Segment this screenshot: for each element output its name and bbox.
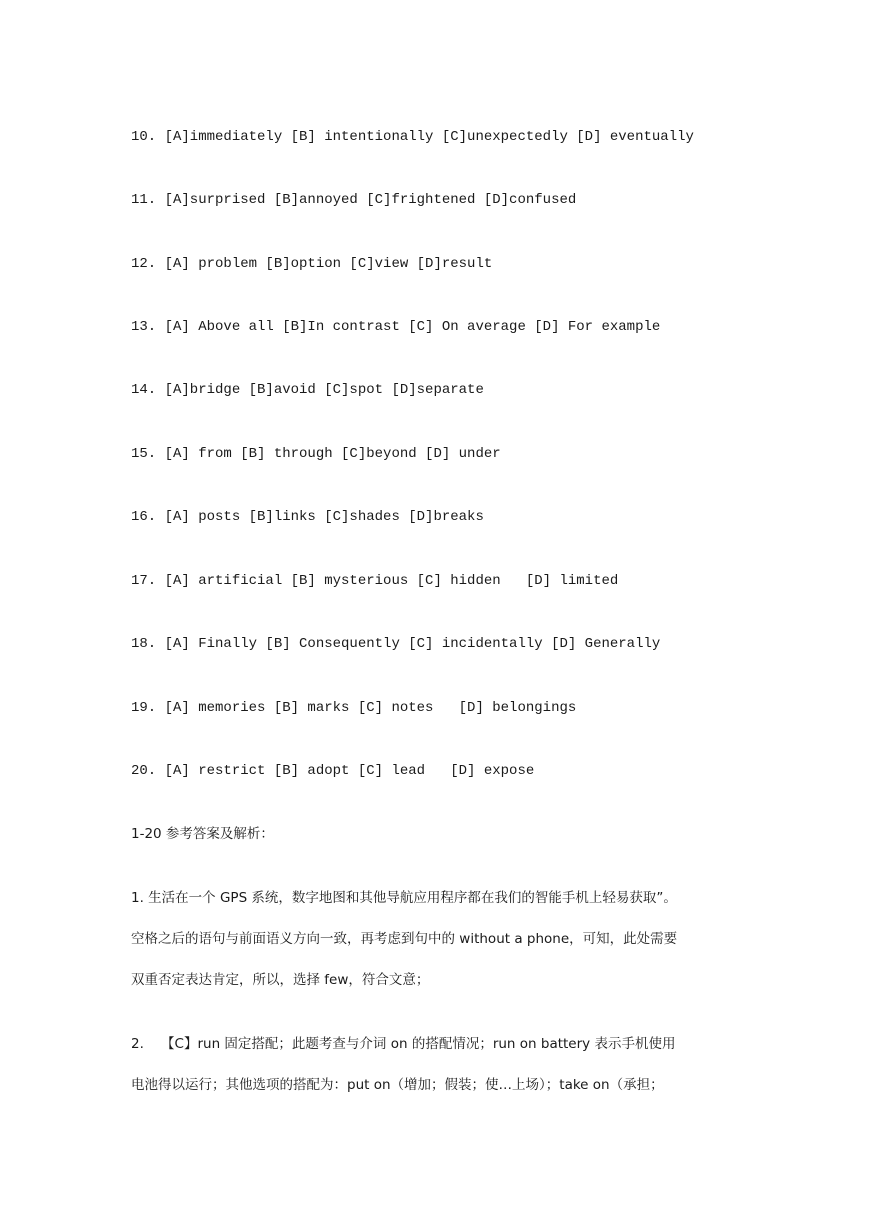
question-13: 13. [A] Above all [B]In contrast [C] On average [D] For example (131, 319, 661, 335)
question-15: 15. [A] from [B] through [C]beyond [D] under (131, 446, 501, 462)
question-18: 18. [A] Finally [B] Consequently [C] incidentally [D] Generally (131, 636, 661, 652)
question-16: 16. [A] posts [B]links [C]shades [D]breaks (131, 509, 484, 525)
question-20: 20. [A] restrict [B] adopt [C] lead [D] expose (131, 763, 535, 779)
explanation-1-line-3: 双重否定表达肯定，所以，选择 few，符合文意； (131, 972, 430, 988)
explanation-1-line-1: 1. 生活在一个 GPS 系统，数字地图和其他导航应用程序都在我们的智能手机上轻易获取”。 (131, 890, 677, 906)
explanation-2-line-2: 电池得以运行；其他选项的搭配为：put on（增加；假装；使…上场）；take on（承担； (131, 1077, 664, 1093)
question-12: 12. [A] problem [B]option [C]view [D]result (131, 256, 493, 272)
explanation-2-line-1: 2. 【C】run 固定搭配；此题考查与介词 on 的搭配情况；run on battery 表示手机使用 (131, 1036, 676, 1052)
question-17: 17. [A] artificial [B] mysterious [C] hidden [D] limited (131, 573, 619, 589)
explanation-1-line-2: 空格之后的语句与前面语义方向一致，再考虑到句中的 without a phone，可知，此处需要 (131, 931, 678, 947)
answers-heading: 1-20 参考答案及解析： (131, 826, 274, 842)
question-19: 19. [A] memories [B] marks [C] notes [D] belongings (131, 700, 577, 716)
question-10: 10. [A]immediately [B] intentionally [C]unexpectedly [D] eventually (131, 129, 694, 145)
question-14: 14. [A]bridge [B]avoid [C]spot [D]separate (131, 382, 484, 398)
question-11: 11. [A]surprised [B]annoyed [C]frightened [D]confused (131, 192, 577, 208)
